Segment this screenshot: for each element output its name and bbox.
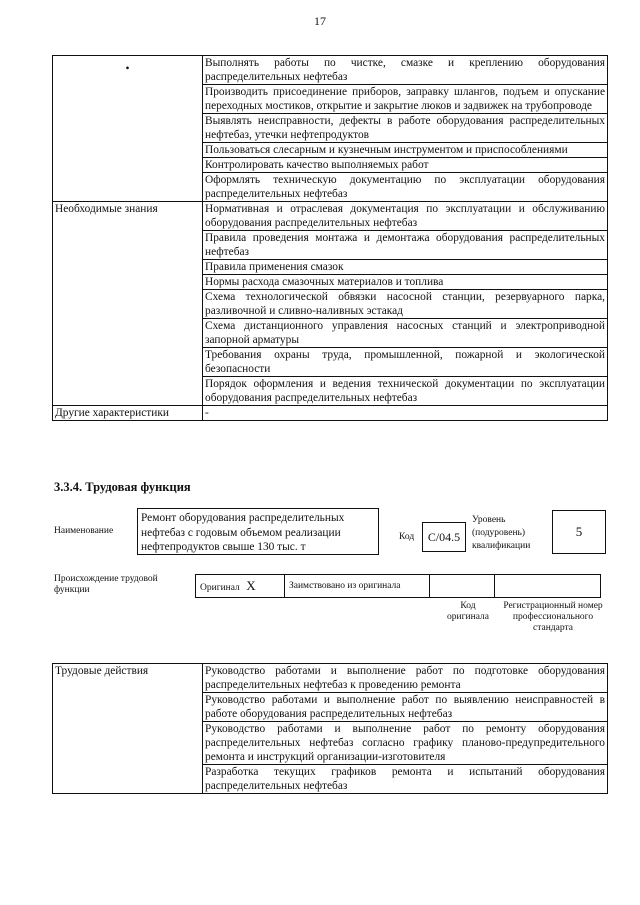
registration-number-caption: Регистрационный номер профессионального стандарта	[503, 601, 603, 633]
registration-number-cell	[494, 574, 601, 598]
action-cell: Руководство работами и выполнение работ по подготовке оборудования распределительных нефтебаз к проведению ремонта	[203, 664, 608, 693]
labor-actions-table	[52, 663, 608, 794]
skills-knowledge-table	[52, 55, 608, 421]
original-mark: X	[246, 578, 256, 593]
other-characteristics-label: Другие характеристики	[53, 406, 203, 421]
level-label: Уровень (подуровень) квалификации	[472, 515, 531, 551]
function-name-box: Ремонт оборудования распределительных нефтебаз с годовым объемом реализации нефтепродуктов свыше 130 тыс. т	[137, 508, 379, 555]
table-row	[53, 202, 608, 231]
table-row	[53, 406, 608, 421]
function-code-box: C/04.5	[422, 522, 466, 552]
skill-cell: Выявлять неисправности, дефекты в работе оборудования распределительных нефтебаз, утечки нефтепродуктов	[203, 114, 608, 143]
original-code-cell	[429, 574, 495, 598]
action-cell: Руководство работами и выполнение работ по выявлению неисправностей в работе оборудования распределительных нефтебаз	[203, 693, 608, 722]
knowledge-cell: Схема дистанционного управления насосных станций и электроприводной запорной арматуры	[203, 319, 608, 348]
knowledge-cell: Нормативная и отраслевая документация по эксплуатации и обслуживанию оборудования распределительных нефтебаз	[203, 202, 608, 231]
action-cell: Руководство работами и выполнение работ по ремонту оборудования распределительных нефтебаз согласно графику планово-предупредительного ремонта и инструкций организации-изготовителя	[203, 722, 608, 765]
skill-cell: Выполнять работы по чистке, смазке и креплению оборудования распределительных нефтебаз	[203, 56, 608, 85]
knowledge-cell: Правила применения смазок	[203, 260, 608, 275]
skill-cell: Производить присоединение приборов, заправку шлангов, подъем и опускание переходных мостиков, открытие и закрытие люков и задвижек на трубопроводе	[203, 85, 608, 114]
original-cell	[195, 574, 285, 598]
knowledge-label: Необходимые знания	[53, 202, 203, 406]
name-label: Наименование	[54, 526, 114, 536]
other-characteristics-value: -	[203, 406, 608, 421]
skills-label-cell	[53, 56, 203, 202]
knowledge-cell: Нормы расхода смазочных материалов и топлива	[203, 275, 608, 290]
bullet-mark: •	[125, 63, 130, 75]
labor-actions-label: Трудовые действия	[53, 664, 203, 794]
origin-label: Происхождение трудовой функции	[54, 574, 158, 595]
skill-cell: Пользоваться слесарным и кузнечным инструментом и приспособлениями	[203, 143, 608, 158]
origin-row	[196, 574, 601, 598]
code-label: Код	[399, 532, 415, 542]
qualification-level-box: 5	[552, 510, 606, 554]
table-row	[53, 664, 608, 693]
section-heading: 3.3.4. Трудовая функция	[54, 480, 191, 494]
action-cell: Разработка текущих графиков ремонта и испытаний оборудования распределительных нефтебаз	[203, 765, 608, 794]
knowledge-cell: Правила проведения монтажа и демонтажа оборудования распределительных нефтебаз	[203, 231, 608, 260]
page-number: 17	[314, 14, 326, 28]
skill-cell: Контролировать качество выполняемых работ	[203, 158, 608, 173]
table-row	[53, 56, 608, 85]
knowledge-cell: Схема технологической обвязки насосной станции, резервуарного парка, разливочной и сливно-наливных эстакад	[203, 290, 608, 319]
original-code-caption: Код оригинала	[447, 601, 489, 622]
original-label: Оригинал	[200, 583, 240, 593]
skill-cell: Оформлять техническую документацию по эксплуатации оборудования распределительных нефтебаз	[203, 173, 608, 202]
knowledge-cell: Порядок оформления и ведения технической документации по эксплуатации оборудования распределительных нефтебаз	[203, 377, 608, 406]
borrowed-cell: Заимствовано из оригинала	[284, 574, 430, 598]
knowledge-cell: Требования охраны труда, промышленной, пожарной и экологической безопасности	[203, 348, 608, 377]
